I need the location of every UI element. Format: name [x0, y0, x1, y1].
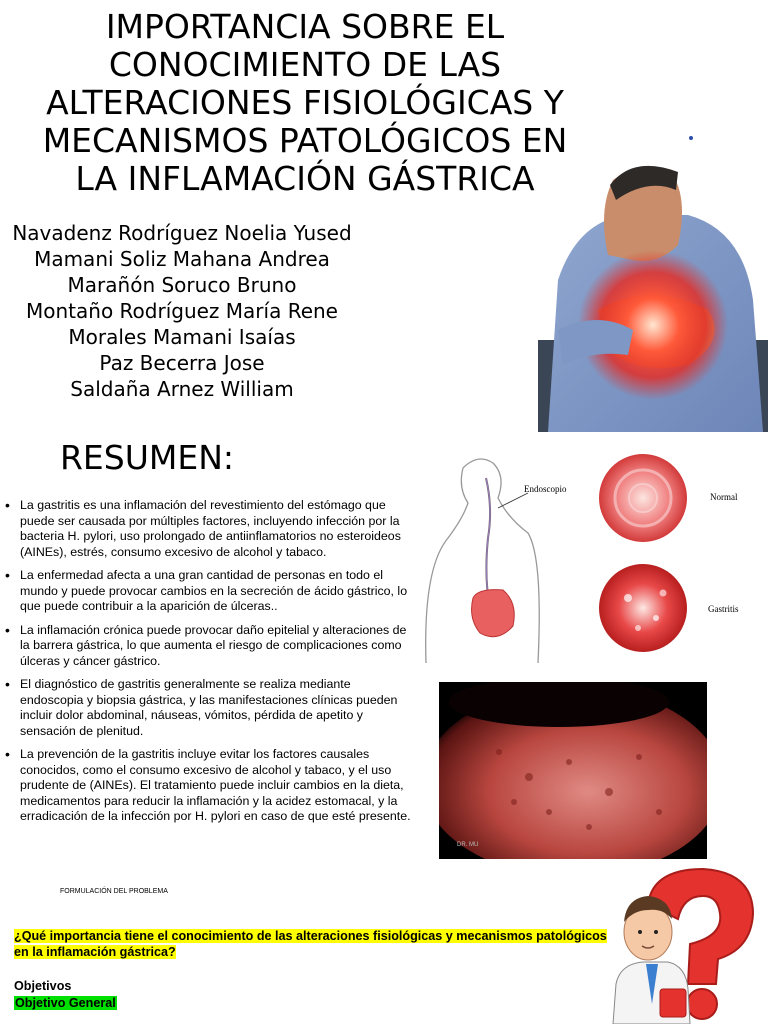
- problem-question: [14, 928, 614, 960]
- bullet-item: • El diagnóstico de gastritis generalmente se realiza mediante endoscopia y biopsia gástrica, y las manifestaciones clínicas pueden incluir dolor abdominal, náuseas, vómitos, pérdida de apetito y sensación de plenitud.: [5, 677, 417, 739]
- author-name: Montaño Rodríguez María Rene: [26, 299, 338, 323]
- bullet-item: • La enfermedad afecta a una gran cantidad de personas en todo el mundo y puede provocar cambios en la secreción de ácido gástrico, lo que puede contribuir a la aparición de úlceras..: [5, 568, 417, 615]
- photo-caption: DR. MU: [457, 842, 479, 848]
- formulacion-label: FORMULACIÓN DEL PROBLEMA: [60, 888, 168, 895]
- author-name: Mamani Soliz Mahana Andrea: [34, 247, 330, 271]
- summary-bullet-list: [5, 498, 417, 833]
- authors-list: [0, 220, 382, 402]
- bullet-item: • La prevención de la gastritis incluye evitar los factores causales conocidos, como el consumo excesivo de alcohol y tabaco, y el uso prudente de (AINEs). El tratamiento puede incluir cambios en la dieta, medicamentos para reducir la inflamación y la acidez estomacal, y la erradicación de la infección por H. pylori en caso de que esté presente.: [5, 747, 417, 825]
- author-name: Marañón Soruco Bruno: [67, 273, 297, 297]
- decorative-dot: [689, 136, 693, 140]
- bullet-item: • La gastritis es una inflamación del revestimiento del estómago que puede ser causada por múltiples factores, incluyendo infección por la bacteria H. pylori, uso prolongado de antiinflamatorios no esteroideos (AINEs), estrés, consumo excesivo de alcohol y tabaco.: [5, 498, 417, 560]
- label-endoscopio: Endoscopio: [524, 484, 567, 494]
- problem-question-text: ¿Qué importancia tiene el conocimiento de las alteraciones fisiológicas y mecanismos patológicos en la inflamación gástrica?: [14, 929, 607, 959]
- question-mark-illustration: [608, 864, 760, 1024]
- label-gastritis: Gastritis: [708, 604, 739, 614]
- objetivo-general-heading: Objetivo General: [15, 996, 116, 1010]
- author-name: Morales Mamani Isaías: [68, 325, 296, 349]
- bullet-item: • La inflamación crónica puede provocar daño epitelial y alteraciones de la barrera gástrica, lo que aumenta el riesgo de complicaciones como úlceras y cáncer gástrico.: [5, 623, 417, 670]
- objetivos-heading: Objetivos: [14, 979, 72, 993]
- author-name: Navadenz Rodríguez Noelia Yused: [12, 221, 352, 245]
- author-name: Paz Becerra Jose: [99, 351, 265, 375]
- author-name: Saldaña Arnez William: [70, 377, 294, 401]
- endoscopy-photo: [439, 682, 707, 859]
- stomach-pain-image: [538, 160, 768, 432]
- label-normal: Normal: [710, 492, 738, 502]
- resumen-heading: RESUMEN:: [60, 438, 235, 477]
- endoscopy-diagram: [418, 448, 750, 668]
- page-title: IMPORTANCIA SOBRE EL CONOCIMIENTO DE LAS ALTERACIONES FISIOLÓGICAS Y MECANISMOS PATOLÓGICOS EN LA INFLAMACIÓN GÁSTRICA: [42, 7, 568, 198]
